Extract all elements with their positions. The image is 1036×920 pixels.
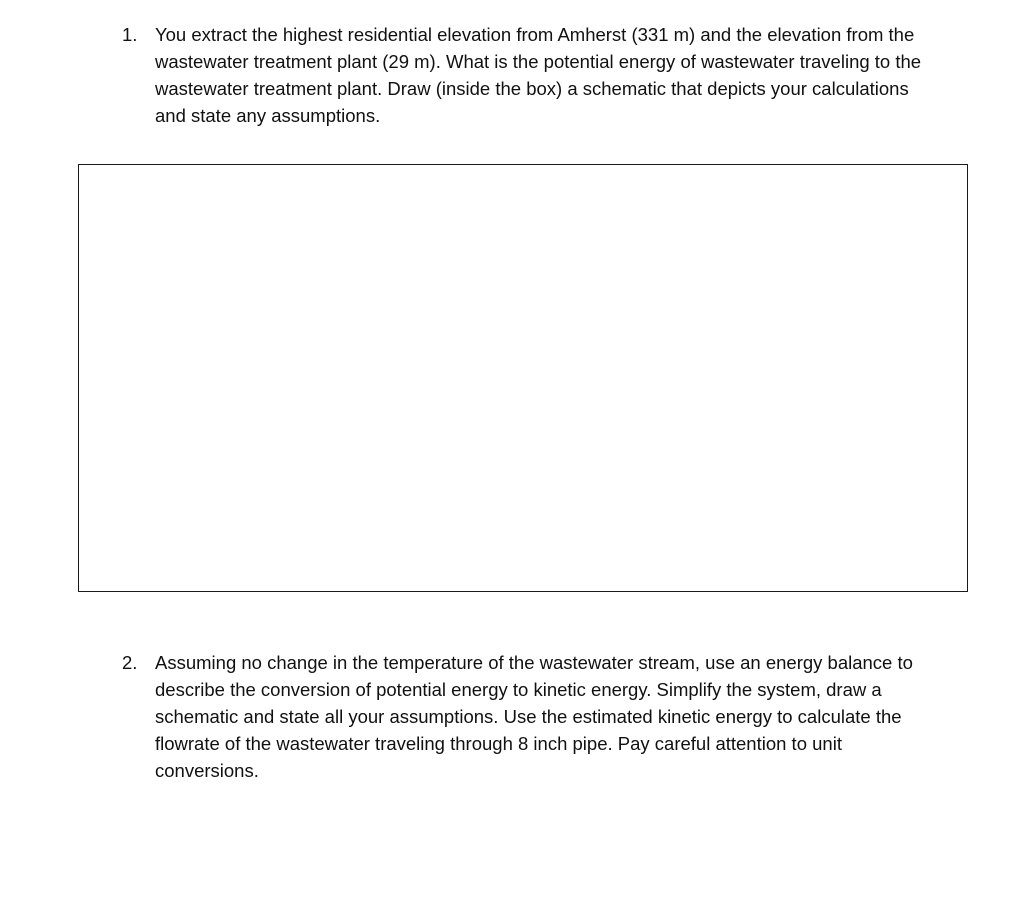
answer-box[interactable]: [78, 164, 968, 592]
question-1-text: You extract the highest residential elevation from Amherst (331 m) and the elevation from the wastewater treatment plant (29 m). What is the potential energy of wastewater traveling to the wastewater treatment plant. Draw (inside the box) a schematic that depicts your calculations and state any assumptions.: [155, 24, 922, 126]
question-1-number: 1.: [122, 24, 138, 45]
question-2: [122, 649, 942, 784]
question-2-number: 2.: [122, 652, 138, 673]
question-1: [122, 21, 942, 129]
question-2-text: Assuming no change in the temperature of the wastewater stream, use an energy balance to describe the conversion of potential energy to kinetic energy. Simplify the system, draw a schematic and state all your assumptions. Use the estimated kinetic energy to calculate the flowrate of the wastewater traveling through 8 inch pipe. Pay careful attention to unit conversions.: [155, 652, 913, 781]
